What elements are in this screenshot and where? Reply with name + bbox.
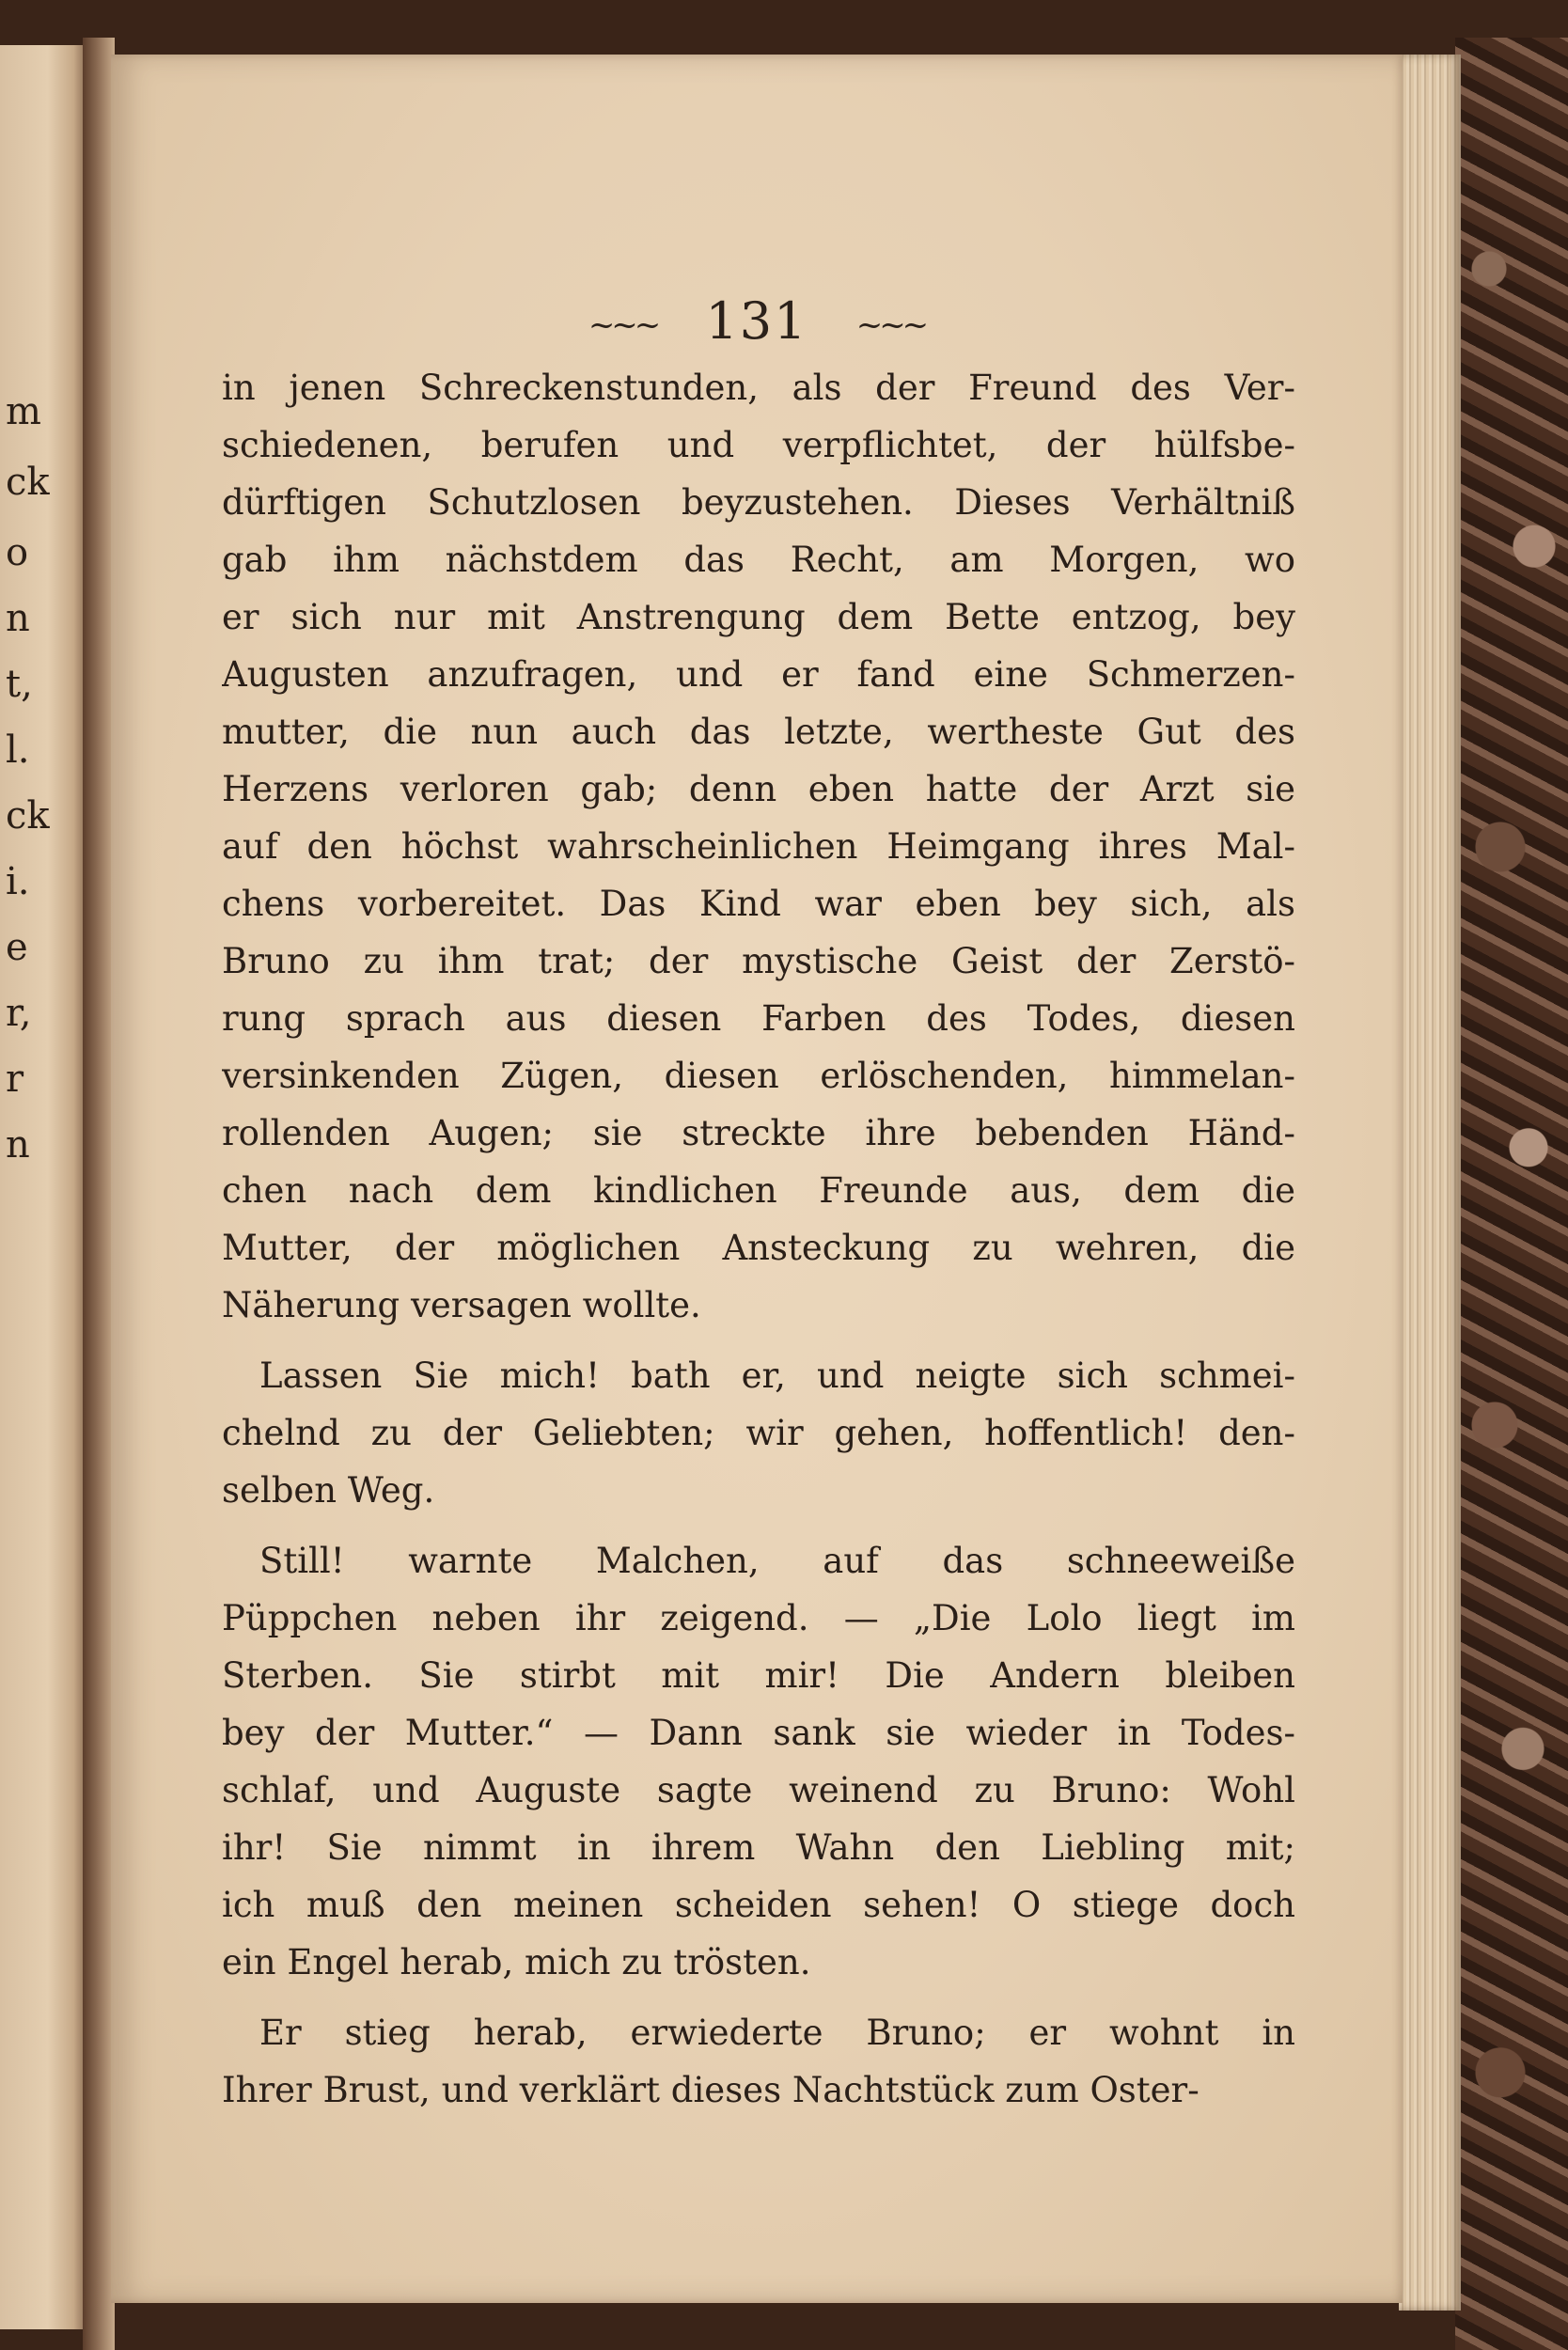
- paragraph-gap: [222, 1334, 1295, 1347]
- previous-page-fragment: l.: [6, 728, 30, 772]
- text-line: Er stieg herab, erwiederte Bruno; er wohnt in: [259, 2013, 1295, 2053]
- text-line: dürftigen Schutzlosen beyzustehen. Dieses Verhältniß: [222, 482, 1295, 523]
- previous-page-edge: [0, 45, 86, 2329]
- text-line: mutter, die nun auch das letzte, wertheste Gut des: [222, 712, 1295, 752]
- text-line: Ihrer Brust, und verklärt dieses Nachtstück zum Oster-: [222, 2070, 1200, 2110]
- marbled-cover-board: [1455, 38, 1568, 2350]
- text-line: Lassen Sie mich! bath er, und neigte sich schmei-: [259, 1355, 1295, 1396]
- text-line: chen nach dem kindlichen Freunde aus, dem die: [222, 1170, 1295, 1211]
- previous-page-fragment: ck: [6, 794, 50, 838]
- text-line: in jenen Schreckenstunden, als der Freund des Ver-: [222, 368, 1295, 408]
- text-line: rollenden Augen; sie streckte ihre bebenden Händ-: [222, 1113, 1295, 1153]
- text-line: gab ihm nächstdem das Recht, am Morgen, wo: [222, 540, 1295, 580]
- previous-page-fragment: e: [6, 926, 28, 969]
- previous-page-fragment: i.: [6, 860, 30, 903]
- previous-page-fragment: m: [6, 390, 41, 433]
- previous-page-fragment: r,: [6, 992, 32, 1035]
- text-line: auf den höchst wahrscheinlichen Heimgang ihres Mal-: [222, 826, 1295, 867]
- text-line: chens vorbereitet. Das Kind war eben bey sich, als: [222, 884, 1295, 924]
- previous-page-fragment: n: [6, 597, 30, 640]
- page-number: 131: [705, 291, 808, 351]
- text-line: ein Engel herab, mich zu trösten.: [222, 1942, 811, 1982]
- text-line: versinkenden Zügen, diesen erlöschenden, himmelan-: [222, 1056, 1295, 1096]
- text-line: Still! warnte Malchen, auf das schneeweiße: [259, 1541, 1295, 1581]
- text-line: Augusten anzufragen, und er fand eine Schmerzen-: [222, 654, 1295, 695]
- book-page: [111, 55, 1403, 2303]
- previous-page-fragment: t,: [6, 663, 33, 706]
- text-line: Bruno zu ihm trat; der mystische Geist der Zerstö-: [222, 941, 1295, 981]
- text-line: ich muß den meinen scheiden sehen! O stiege doch: [222, 1885, 1295, 1925]
- body-text: [222, 359, 1295, 2119]
- text-line: bey der Mutter.“ — Dann sank sie wieder in Todes-: [222, 1713, 1295, 1753]
- page-block-edges: [1399, 55, 1461, 2311]
- text-line: Sterben. Sie stirbt mit mir! Die Andern bleiben: [222, 1655, 1295, 1696]
- text-line: Herzens verloren gab; denn eben hatte der Arzt sie: [222, 769, 1295, 809]
- previous-page-fragment: o: [6, 531, 29, 574]
- ornament-right: ~~~: [855, 306, 926, 344]
- text-line: er sich nur mit Anstrengung dem Bette entzog, bey: [222, 597, 1295, 637]
- text-line: rung sprach aus diesen Farben des Todes, diesen: [222, 998, 1295, 1039]
- previous-page-fragment: ck: [6, 461, 50, 504]
- text-line: Püppchen neben ihr zeigend. — „Die Lolo liegt im: [222, 1598, 1295, 1638]
- text-line: Mutter, der möglichen Ansteckung zu wehren, die: [222, 1228, 1295, 1268]
- book-gutter: [83, 38, 115, 2350]
- text-line: schiedenen, berufen und verpflichtet, der hülfsbe-: [222, 425, 1295, 465]
- previous-page-fragment: n: [6, 1123, 30, 1167]
- text-line: Näherung versagen wollte.: [222, 1285, 701, 1325]
- text-line: selben Weg.: [222, 1470, 435, 1511]
- text-line: schlaf, und Auguste sagte weinend zu Bruno: Wohl: [222, 1770, 1295, 1810]
- text-line: chelnd zu der Geliebten; wir gehen, hoffentlich! den-: [222, 1413, 1295, 1453]
- text-line: ihr! Sie nimmt in ihrem Wahn den Liebling mit;: [222, 1827, 1295, 1868]
- paragraph-gap: [222, 1519, 1295, 1532]
- ornament-left: ~~~: [588, 306, 658, 344]
- previous-page-fragment: r: [6, 1058, 24, 1101]
- page-header: [111, 291, 1403, 351]
- paragraph-gap: [222, 1991, 1295, 2004]
